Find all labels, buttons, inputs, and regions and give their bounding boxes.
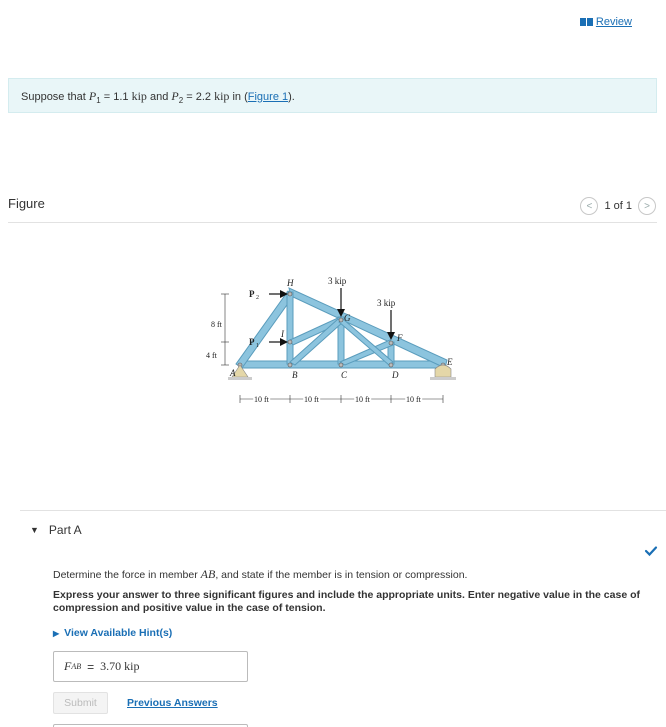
label-h: H (287, 278, 294, 288)
p1-symbol: P (88, 89, 97, 103)
part-divider (20, 510, 666, 511)
problem-suffix: ). (288, 91, 295, 103)
figure-title: Figure (8, 196, 45, 211)
label-p2: P (249, 289, 255, 299)
label-span3: 10 ft (355, 395, 370, 404)
problem-statement (8, 78, 657, 113)
question-prefix: Determine the force in member (53, 569, 201, 581)
figure-divider (8, 222, 657, 223)
label-dim-8: 8 ft (211, 320, 222, 329)
label-span2: 10 ft (304, 395, 319, 404)
view-hints-link[interactable] (53, 627, 172, 639)
label-load-g: 3 kip (328, 276, 347, 286)
book-icon (580, 18, 593, 26)
answer-symbol: F (64, 659, 72, 673)
caret-right-icon: ▶ (53, 628, 60, 638)
label-load-f: 3 kip (377, 298, 396, 308)
problem-prefix: Suppose that (21, 91, 89, 103)
joint-f (389, 341, 393, 345)
p2-unit: kip (214, 89, 230, 103)
member-he (289, 288, 447, 368)
label-p2-sub: 2 (256, 295, 259, 301)
label-g: G (344, 313, 351, 323)
member-ah (236, 291, 294, 368)
p2-value: = 2.2 (183, 91, 215, 103)
label-span4: 10 ft (406, 395, 421, 404)
ground-e (430, 377, 456, 380)
label-p1: P (249, 337, 255, 347)
label-i: I (281, 329, 284, 339)
prev-figure-button[interactable]: < (580, 197, 598, 215)
figure-page-count: 1 of 1 (604, 200, 632, 212)
next-figure-button[interactable]: > (638, 197, 656, 215)
previous-answers-link[interactable]: Previous Answers (127, 697, 218, 709)
part-a-label: Part A (48, 523, 82, 537)
label-span1: 10 ft (254, 395, 269, 404)
member-hb (287, 292, 293, 364)
truss-diagram (195, 270, 465, 420)
joint-h (288, 292, 292, 296)
hints-label: View Available Hint(s) (64, 627, 173, 639)
joint-d (389, 363, 393, 367)
joint-c (339, 363, 343, 367)
label-c: C (341, 370, 348, 380)
answer-instructions: Express your answer to three significant figures and include the appropriate units. Enter negative value in the case of compression and positive value in the case of tension. (53, 589, 640, 615)
p2-symbol: P (171, 89, 179, 103)
label-e: E (447, 357, 453, 367)
question-suffix: , and state if the member is in tension or compression. (215, 569, 468, 581)
checkmark-icon (644, 544, 658, 558)
label-p1-sub: 1 (256, 343, 259, 349)
joint-g (339, 318, 343, 322)
review-label: Review (595, 16, 632, 28)
answer-value: 3.70 kip (100, 659, 140, 673)
question-text (53, 567, 661, 582)
diagram-labels (206, 276, 453, 404)
joint-b (288, 363, 292, 367)
joint-i (288, 340, 292, 344)
answer-subscript: AB (71, 662, 82, 671)
label-f: F (397, 333, 403, 343)
label-b: B (292, 370, 298, 380)
p1-unit: kip (131, 89, 147, 103)
figure-link[interactable]: Figure 1 (247, 91, 289, 103)
submit-button[interactable]: Submit (53, 692, 108, 714)
problem-and: and (146, 91, 172, 103)
question-member: AB (200, 567, 216, 581)
p1-subscript: 1 (96, 96, 101, 106)
figure-pager (580, 197, 656, 215)
answer-equals: = (87, 659, 95, 674)
caret-down-icon: ▼ (30, 525, 39, 535)
review-link[interactable] (580, 16, 632, 28)
p2-subscript: 2 (178, 96, 184, 106)
problem-in: in ( (229, 91, 248, 103)
part-a-toggle[interactable] (30, 523, 82, 537)
label-dim-4: 4 ft (206, 351, 217, 360)
answer-field[interactable] (53, 651, 248, 682)
label-d: D (392, 370, 399, 380)
label-a: A (230, 368, 236, 378)
p1-value: = 1.1 (100, 91, 132, 103)
